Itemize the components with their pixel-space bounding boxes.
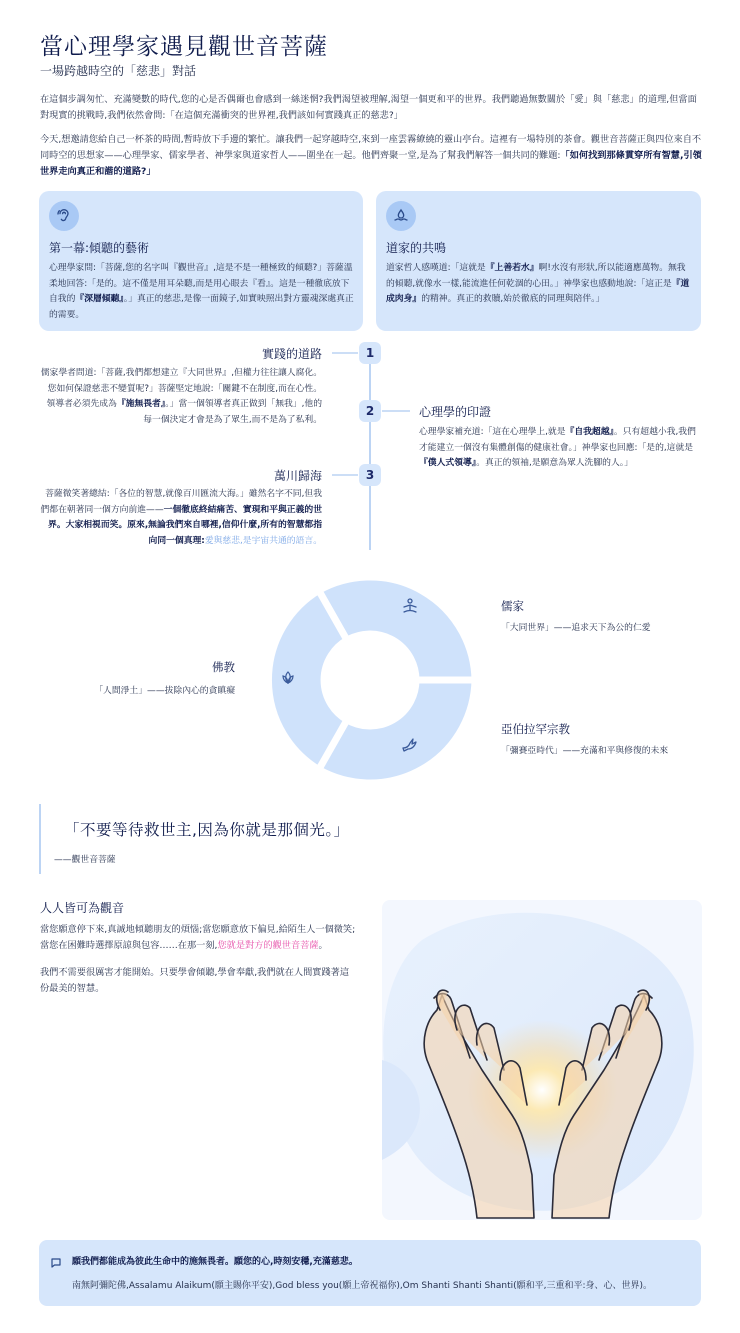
quote-text: 「不要等待救世主,因為你就是那個光。」 [64,821,350,839]
water-icon [386,201,416,231]
card-title: 第一幕:傾聽的藝術 [49,241,150,255]
step-title-3: 萬川歸海 [273,469,322,483]
ring-label-abrahamic: 亞伯拉罕宗教 [501,722,570,736]
step-number-3: 3 [359,464,381,486]
page-title: 當心理學家遇見觀世音菩薩 [40,34,328,60]
step-title-2: 心理學的印證 [419,405,492,419]
ring-label-buddhist: 佛教 [212,660,235,674]
card-title: 道家的共鳴 [386,241,447,255]
intro-paragraph-1: 在這個步調匆忙、充滿變數的時代,您的心是否偶爾也會感到一絲迷惘?我們渴望被理解,渴望一個更和平的世界。我們聽過無數關於「愛」與「慈悲」的道理,但當面對現實的挑戰時,我們依然會問:「在這個充滿衝突的世界裡,我們該如何實踐真正的慈悲?」 [40,94,697,121]
blessing-line-1: 願我們都能成為彼此生命中的施無畏者。願您的心,時刻安穩,充滿慈悲。 [72,1257,358,1267]
closing-paragraph-2: 我們不需要很厲害才能開始。只要學會傾聽,學會奉獻,我們就在人間實踐著這份最美的智慧。 [40,967,350,994]
card-text: 道家哲人感嘆道:「這就是『上善若水』啊!水沒有形狀,所以能適應萬物。無我的傾聽,就像水一樣,能流進任何乾涸的心田。」神學家也感動地說:「這正是『道成肉身』的精神。真正的救贖,始於徹底的同理與陪伴。」 [386,263,690,304]
hands-illustration [382,900,702,1220]
ring-desc-buddhist: 「人間淨土」——拔除內心的貪瞋癡 [94,686,235,696]
closing-paragraph-1: 當您願意停下來,真誠地傾聽朋友的煩惱;當您願意放下偏見,給陌生人一個微笑;當您在困難時選擇原諒與包容……在那一刻,您就是對方的觀世音菩薩。 [40,924,356,951]
step-number-1: 1 [359,342,381,364]
page-subtitle: 一場跨越時空的「慈悲」對話 [40,64,197,78]
message-icon [50,1254,62,1273]
ring-label-confucian: 儒家 [501,599,524,613]
step-number-2: 2 [359,400,381,422]
step-title-1: 實踐的道路 [261,347,322,361]
ring-desc-confucian: 「大同世界」——追求天下為公的仁愛 [501,623,651,633]
ring-segment-buddhist [268,590,347,769]
blessing-card [39,1240,701,1306]
card-listening-art [39,191,363,331]
card-taoist-resonance [376,191,701,331]
quote-source: ——觀世音菩薩 [54,855,116,865]
ring-desc-abrahamic: 「彌賽亞時代」——充滿和平與修復的未來 [501,746,669,756]
closing-title: 人人皆可為觀音 [40,901,125,915]
card-text: 心理學家問:「菩薩,您的名字叫『觀世音』,這是不是一種極致的傾聽?」菩薩溫柔地回答:「是的。這不僅是用耳朵聽,而是用心眼去『看』。這是一種徹底放下自我的『深層傾聽』。」真正的慈悲,是像一面鏡子,如實映照出對方靈魂深處真正的需要。 [49,263,354,320]
wisdom-ring-diagram [250,560,490,800]
step-text-1: 儒家學者問道:「菩薩,我們都想建立『大同世界』,但權力往往讓人腐化。您如何保證慈悲不變質呢?」菩薩堅定地說:「關鍵不在制度,而在心性。領導者必須先成為『施無畏者』。」當一個領導者真正做到「無我」,他的每一個決定才會是為了眾生,而不是為了私利。 [40,368,322,425]
step-text-2: 心理學家補充道:「這在心理學上,就是『自我超越』。只有超越小我,我們才能建立一個沒有集體創傷的健康社會。」神學家也回應:「是的,這就是『僕人式領導』。真正的領袖,是願意為眾人洗腳的人。」 [419,427,696,468]
intro-paragraph-2: 今天,想邀請您給自己一杯茶的時間,暫時放下手邊的繁忙。讓我們一起穿越時空,來到一座雲霧繚繞的靈山亭台。這裡有一場特別的茶會。觀世音菩薩正與四位來自不同時空的思想家——心理學家、儒家學者、神學家與道家哲人——圍坐在一起。他們齊聚一堂,是為了幫我們解答一個共同的難題:「如何找到那條貫穿所有智慧,引領世界走向真正和諧的道路?」 [40,134,702,177]
blessing-line-2: 南無阿彌陀佛,Assalamu Alaikum(願主賜你平安),God bless you(願上帝祝福你),Om Shanti Shanti Shanti(願和平,三重和平:身、心、世界)。 [72,1281,653,1291]
ear-icon [49,201,79,231]
quote-bar [39,804,41,874]
step-text-3: 菩薩微笑著總結:「各位的智慧,就像百川匯流大海。」雖然名字不同,但我們都在朝著同一個方向前進——一個徹底終結痛苦、實現和平與正義的世界。大家相視而笑。原來,無論我們來自哪裡,信仰什麼,所有的智慧都指向同一個真理:愛與慈悲,是宇宙共通的語言。 [40,489,322,546]
